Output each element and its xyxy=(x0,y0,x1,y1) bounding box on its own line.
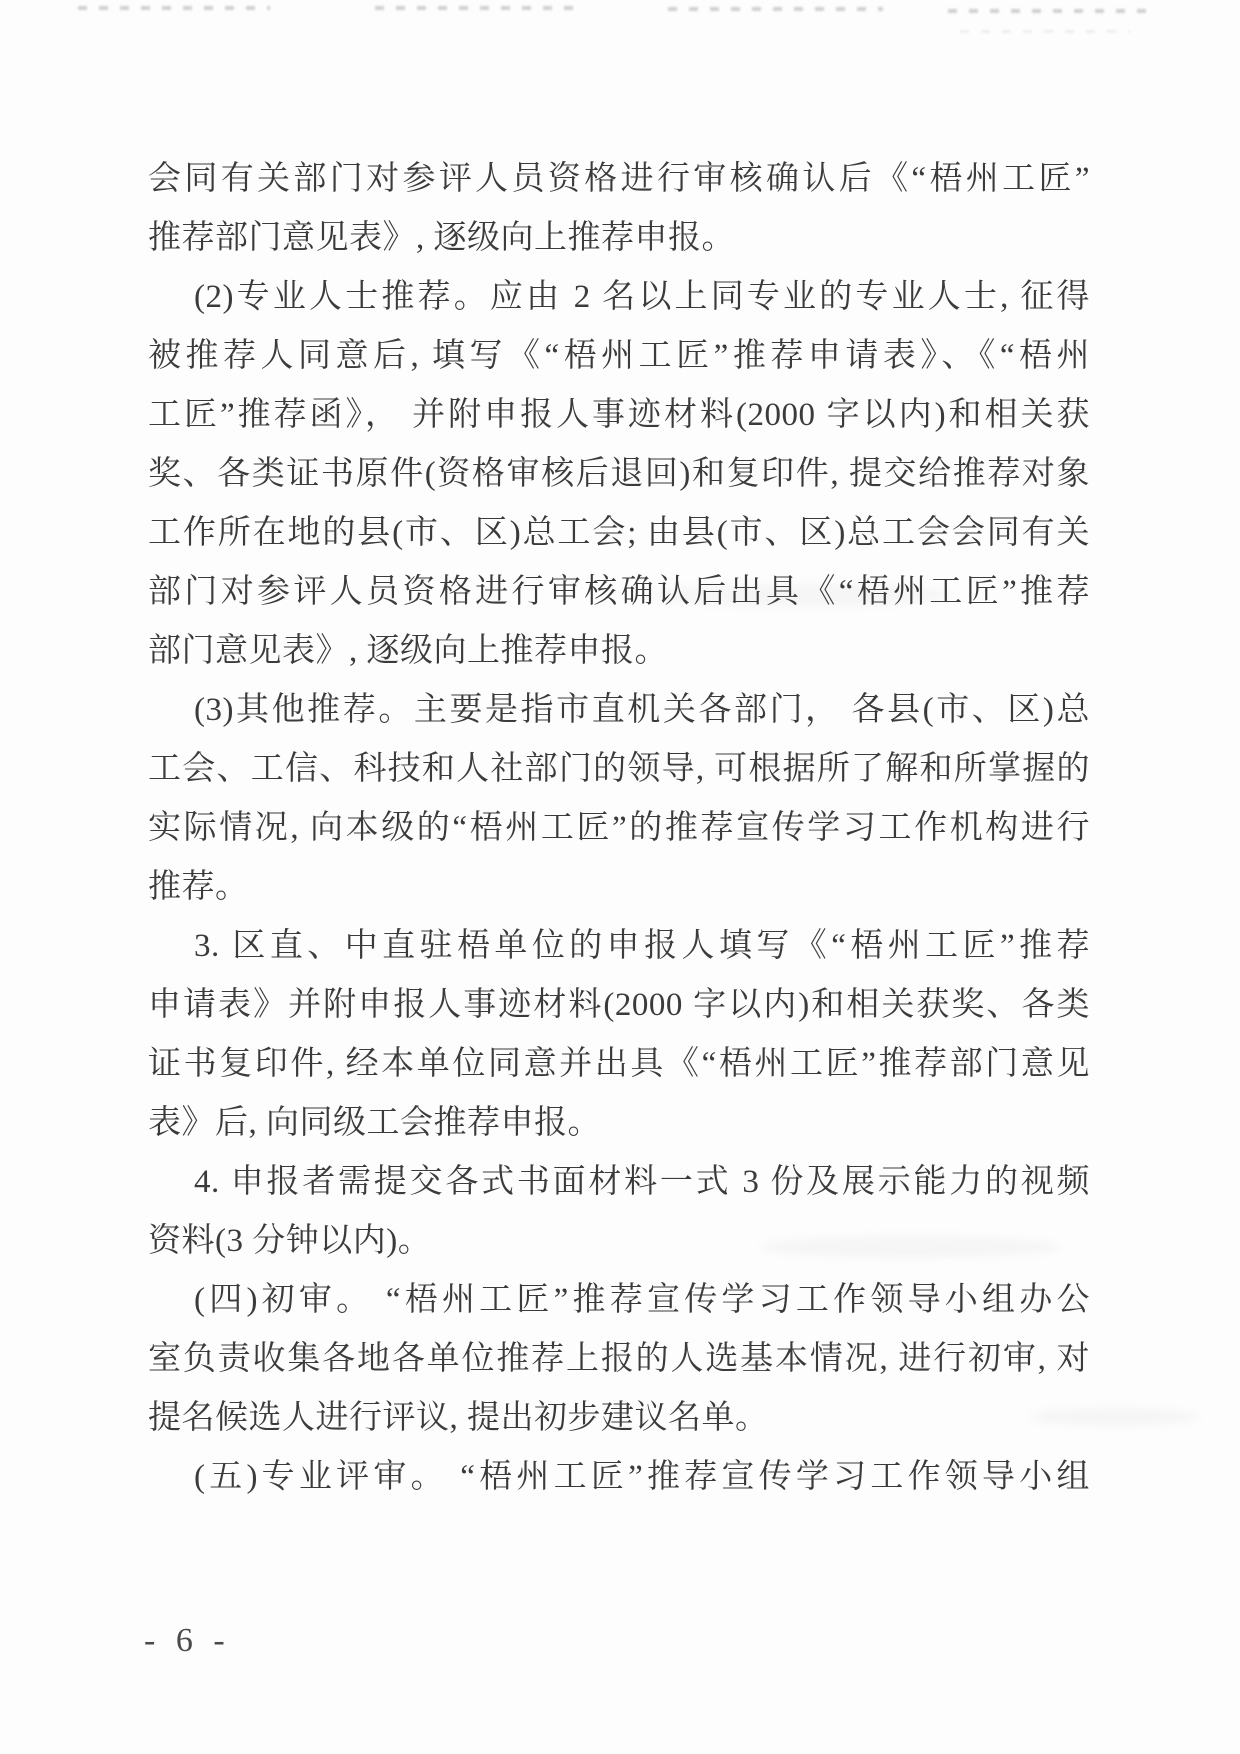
text-line: 工作所在地的县(市、区)总工会; 由县(市、区)总工会会同有关 xyxy=(148,515,1090,551)
text-line: 部门意见表》, 逐级向上推荐申报。 xyxy=(148,633,668,669)
text-line: 被推荐人同意后, 填写《“梧州工匠”推荐申请表》、《“梧州 xyxy=(148,338,1090,374)
text-line: 证书复印件, 经本单位同意并出具《“梧州工匠”推荐部门意见 xyxy=(148,1046,1090,1082)
text-line: (2)专业人士推荐。应由 2 名以上同专业的专业人士, 征得 xyxy=(194,279,1090,315)
scan-artifact xyxy=(948,9,1153,13)
text-line: 奖、各类证书原件(资格审核后退回)和复印件, 提交给推荐对象 xyxy=(148,456,1090,492)
text-line: 实际情况, 向本级的“梧州工匠”的推荐宣传学习工作机构进行 xyxy=(148,810,1090,846)
text-line: 工匠”推荐函》， 并附申报人事迹材料(2000 字以内)和相关获 xyxy=(148,397,1090,433)
scan-artifact xyxy=(668,7,883,11)
text-line: 资料(3 分钟以内)。 xyxy=(148,1223,432,1259)
text-line: 4. 申报者需提交各式书面材料一式 3 份及展示能力的视频 xyxy=(194,1164,1090,1200)
text-line: 部门对参评人员资格进行审核确认后出具《“梧州工匠”推荐 xyxy=(148,574,1090,610)
document-body xyxy=(148,150,1090,1507)
text-line: (五)专业评审。 “梧州工匠”推荐宣传学习工作领导小组 xyxy=(194,1459,1090,1495)
page-number: - 6 - xyxy=(144,1622,231,1659)
text-line: 3. 区直、中直驻梧单位的申报人填写《“梧州工匠”推荐 xyxy=(194,928,1090,964)
text-line: 会同有关部门对参评人员资格进行审核确认后《“梧州工匠” xyxy=(148,161,1090,197)
scan-artifact xyxy=(78,6,270,10)
text-line: (3)其他推荐。主要是指市直机关各部门， 各县(市、区)总 xyxy=(194,692,1090,728)
text-line: 表》后, 向同级工会推荐申报。 xyxy=(148,1105,601,1141)
text-line: (四)初审。 “梧州工匠”推荐宣传学习工作领导小组办公 xyxy=(194,1282,1090,1318)
text-line: 室负责收集各地各单位推荐上报的人选基本情况, 进行初审, 对 xyxy=(148,1341,1090,1377)
text-line: 申请表》并附申报人事迹材料(2000 字以内)和相关获奖、各类 xyxy=(148,987,1090,1023)
text-line: 提名候选人进行评议, 提出初步建议名单。 xyxy=(148,1400,769,1436)
text-line: 推荐。 xyxy=(148,869,249,905)
scan-artifact xyxy=(375,6,585,10)
text-line: 推荐部门意见表》, 逐级向上推荐申报。 xyxy=(148,220,735,256)
text-line: 工会、工信、科技和人社部门的领导, 可根据所了解和所掌握的 xyxy=(148,751,1090,787)
scan-artifact xyxy=(960,30,1130,33)
